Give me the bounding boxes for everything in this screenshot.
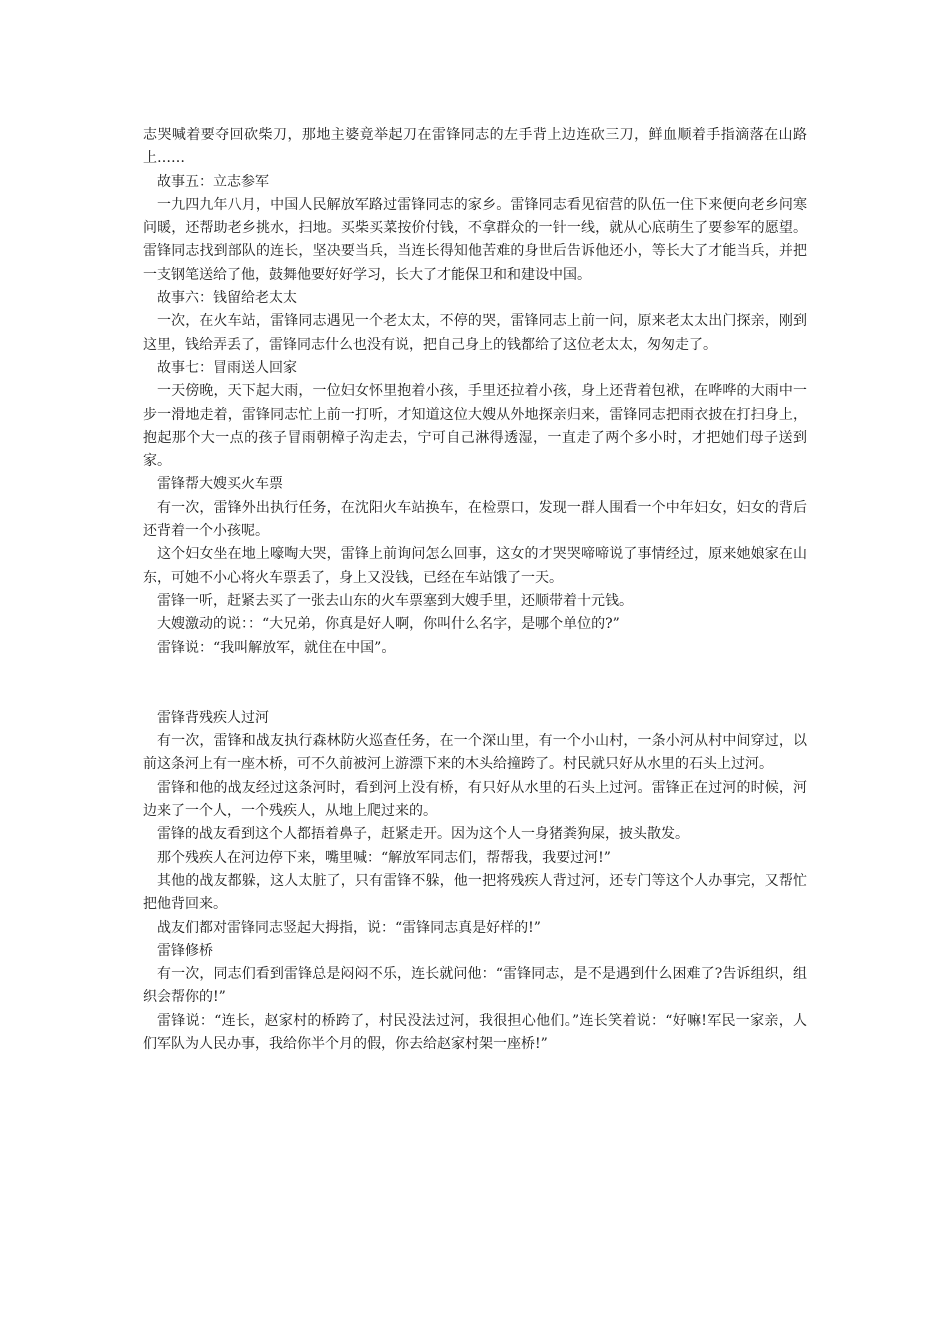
river-story-heading: 雷锋背残疾人过河: [157, 709, 269, 726]
paragraph: 雷锋说：“我叫解放军，就住在中国”。: [157, 639, 396, 656]
story-five-heading: 故事五：立志参军: [157, 173, 269, 190]
paragraph: 大嫂激动的说：：“大兄弟，你真是好人啊，你叫什么名字，是哪个单位的?”: [157, 616, 620, 633]
document-body: [143, 124, 807, 1056]
story-seven-heading: 故事七：冒雨送人回家: [157, 359, 297, 376]
paragraph: 雷锋和他的战友经过这条河时，看到河上没有桥，有只好从水里的石头上过河。雷锋正在过河的时候，河边来了一个人，一个残疾人，从地上爬过来的。: [143, 779, 807, 820]
paragraph: 一次，在火车站，雷锋同志遇见一个老太太，不停的哭，雷锋同志上前一问，原来老太太出门探亲，刚到这里，钱给弄丢了，雷锋同志什么也没有说，把自己身上的钱都给了这位老太太，匆匆走了。: [143, 313, 807, 353]
paragraph: 有一次，雷锋和战友执行森林防火巡查任务，在一个深山里，有一个小山村，一条小河从村中间穿过，以前这条河上有一座木桥，可不久前被河上游漂下来的木头给撞跨了。村民就只好从水里的石头上过河。: [143, 733, 807, 773]
paragraph: 雷锋一听，赶紧去买了一张去山东的火车票塞到大嫂手里，还顺带着十元钱。: [157, 592, 633, 609]
paragraph-continuation: 志哭喊着要夺回砍柴刀，那地主婆竟举起刀在雷锋同志的左手背上边连砍三刀，鲜血顺着手指滴落在山路上……: [143, 127, 807, 167]
paragraph: 一九四九年八月，中国人民解放军路过雷锋同志的家乡。雷锋同志看见宿营的队伍一住下来便向老乡问寒问暖，还帮助老乡挑水，扫地。买柴买菜按价付钱，不拿群众的一针一线，就从心底萌生了要参军的愿望。雷锋同志找到部队的连长，坚决要当兵，当连长得知他苦难的身世后告诉他还小，等长大了才能当兵，并把一支钢笔送给了他，鼓舞他要好好学习，长大了才能保卫和和建设中国。: [143, 196, 807, 283]
paragraph: 雷锋说：“连长，赵家村的桥跨了，村民没法过河，我很担心他们。”连长笑着说：“好嘛!军民一家亲，人们军队为人民办事，我给你半个月的假，你去给赵家村架一座桥!”: [143, 1012, 807, 1052]
paragraph: 一天傍晚，天下起大雨，一位妇女怀里抱着小孩，手里还拉着小孩，身上还背着包袱，在哗哗的大雨中一步一滑地走着，雷锋同志忙上前一打听，才知道这位大嫂从外地探亲归来，雷锋同志把雨衣披在打扫身上，抱起那个大一点的孩子冒雨朝樟子沟走去，宁可自己淋得透湿，一直走了两个多小时，才把她们母子送到家。: [143, 383, 807, 470]
paragraph: 战友们都对雷锋同志竖起大拇指，说：“雷锋同志真是好样的!”: [157, 919, 541, 936]
paragraph: 有一次，雷锋外出执行任务，在沈阳火车站换车，在检票口，发现一群人围看一个中年妇女，妇女的背后还背着一个小孩呢。: [143, 499, 807, 540]
paragraph: 其他的战友都躲，这人太脏了，只有雷锋不躲，他一把将残疾人背过河，还专门等这个人办事完，又帮忙把他背回来。: [143, 872, 807, 913]
paragraph: 这个妇女坐在地上嚎啕大哭，雷锋上前询问怎么回事，这女的才哭哭啼啼说了事情经过，原来她娘家在山东，可她不小心将火车票丢了，身上又没钱，已经在车站饿了一天。: [143, 546, 807, 586]
story-six-heading: 故事六：钱留给老太太: [157, 290, 297, 307]
paragraph: 那个残疾人在河边停下来，嘴里喊：“解放军同志们，帮帮我，我要过河!”: [157, 849, 611, 866]
paragraph: 雷锋的战友看到这个人都捂着鼻子，赶紧走开。因为这个人一身猪粪狗屎，披头散发。: [157, 826, 689, 843]
bridge-story-heading: 雷锋修桥: [157, 942, 213, 959]
paragraph: 有一次，同志们看到雷锋总是闷闷不乐，连长就问他：“雷锋同志，是不是遇到什么困难了?告诉组织，组织会帮你的!”: [143, 966, 807, 1006]
ticket-story-heading: 雷锋帮大嫂买火车票: [157, 476, 283, 493]
section-spacer: [143, 660, 807, 707]
